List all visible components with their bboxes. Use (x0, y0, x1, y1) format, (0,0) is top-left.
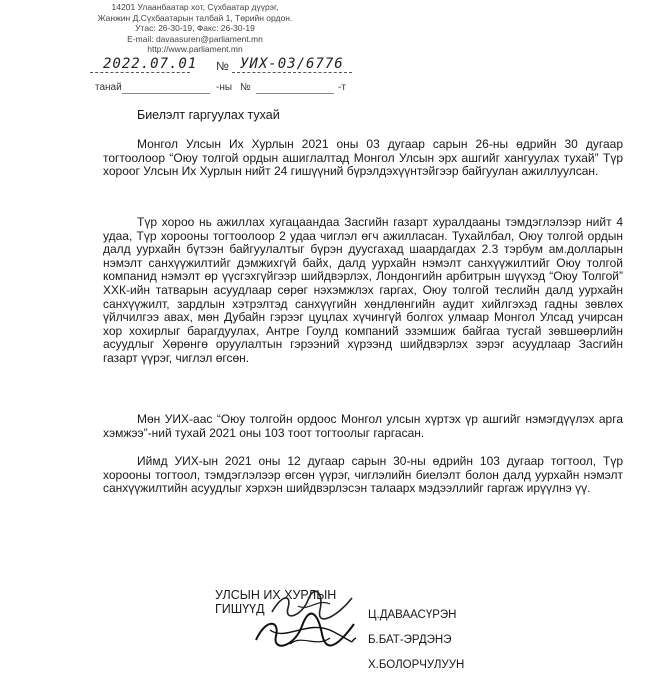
letterhead-phone-line: Утас: 26-30-19, Факс: 26-30-19 (135, 23, 255, 33)
your-label: танай (95, 82, 122, 93)
signatory-name: Б.БАТ-ЭРДЭНЭ (368, 634, 452, 646)
handwritten-signature-2 (250, 612, 360, 652)
body-paragraph-1 (103, 138, 623, 179)
signatory-name: Ц.ДАВААСҮРЭН (368, 609, 457, 621)
body-paragraph-2 (103, 216, 623, 366)
letterhead-address-line: Жанжин Д.Сүхбаатарын талбай 1, Төрийн ордон. (97, 12, 293, 23)
your-number-underline (256, 93, 334, 94)
letter-subject: Биелэлт гаргуулах тухай (137, 108, 280, 122)
letterhead (0, 2, 390, 55)
t-label: -т (338, 82, 346, 93)
body-paragraph-4 (103, 455, 623, 496)
signatory-name: Х.БОЛОРЧУЛУУН (368, 659, 465, 671)
of-label: -ны (216, 82, 233, 93)
paragraph-text: Монгол Улсын Их Хурлын 2021 оны 03 дугаар сарын 26-ны өдрийн 30 дугаар тогтоолоор “Оюу толгой ордын ашиглалтад Монгол Улсын эрх ашгийг хангуулах тухай” Түр хороог Улсын Их Хурлын нийт 24 гишүүний бүрэлдэхүүнтэйгээр байгуулан ажиллуулсан. (103, 137, 623, 179)
paragraph-text: Иймд УИХ-ын 2021 оны 12 дугаар сарын 30-ны өдрийн 103 дугаар тогтоол, Түр хорооны тогтоол, тэмдэглэлээр өгсөн үүрэг, чиглэлийн биелэлт болон далд уурхайн нэмэлт санхүүжилтийн асуудлыг хэрхэн шийдвэрлэсэн талаарх мэдээллийг гаргаж ирүүлнэ үү. (103, 454, 623, 496)
number-label-2: № (240, 82, 251, 93)
your-date-underline (122, 93, 210, 94)
reference-number: УИХ-03/6776 (240, 56, 344, 72)
signatory-title-line: ГИШҮҮД (215, 602, 265, 616)
letter-date: 2022.07.01 (103, 56, 198, 72)
paragraph-text: Мөн УИХ-аас “Оюу толгойн ордоос Монгол улсын хүртэх үр ашгийг нэмэгдүүлэх арга хэмжээ”-ний тухай 2021 оны 103 тоот тогтоолыг гаргасан. (103, 412, 623, 440)
body-paragraph-3 (103, 413, 623, 440)
paragraph-text: Түр хороо нь ажиллах хугацаандаа Засгийн газарт хуралдааны тэмдэглэлээр нийт 4 удаа, Түр хорооны тогтоолоор 2 удаа чиглэл өгч ажилласан. Тухайлбал, Оюу толгой ордын далд уурхайн бүтээн байгуулалтыг бүрэн дуусгахад шаардагдах 2.3 тэрбум ам.долларын нэмэлт санхүүжилтийг дэмжихгүй байх, далд уурхайн нэмэлт санхүүжилтийг Оюу толгой компанид нэмэлт өр үүсгэхгүйгээр шийдвэрлэх, Лондонгийн арбитрын шүүхэд “Оюу Толгой” ХХК-ийн татварын асуудлаар сөрөг нэхэмжлэх гаргах, Оюу толгой теслийн далд уурхайн санхүүжилт, зардлын хэтрэлтэд санхүүгийн хөндлөнгийн аудит хийлгэхэд гадны зөвлөх үйлчилгээ авах, мөн Дубайн гэрээг цуцлах хүчингүй болгох улмаар Монгол Улсад учирсан хор хохирлыг барагдуулах, Антре Гоулд компаний эзэмшиж байгаа тусгай зөвшөөрлийн асуудлыг Хөрөнгө оруулалтын гэрээний хүрээнд шийдвэрлэх зэрэг асуудлаар Засгийн газарт үүрэг, чиглэл өгсөн. (103, 215, 623, 365)
letterhead-website-line: http://www.parliament.mn (147, 44, 243, 54)
letterhead-address-line: 14201 Улаанбаатар хот, Сүхбаатар дүүрэг, (111, 2, 279, 12)
number-label: № (216, 59, 229, 73)
letterhead-email-line: E-mail: davaasuren@parliament.mn (127, 33, 263, 44)
date-underline (90, 72, 190, 73)
reference-underline (232, 72, 352, 73)
signatory-names (368, 603, 464, 678)
signatory-title-line: УЛСЫН ИХ ХУРЛЫН (215, 588, 337, 602)
